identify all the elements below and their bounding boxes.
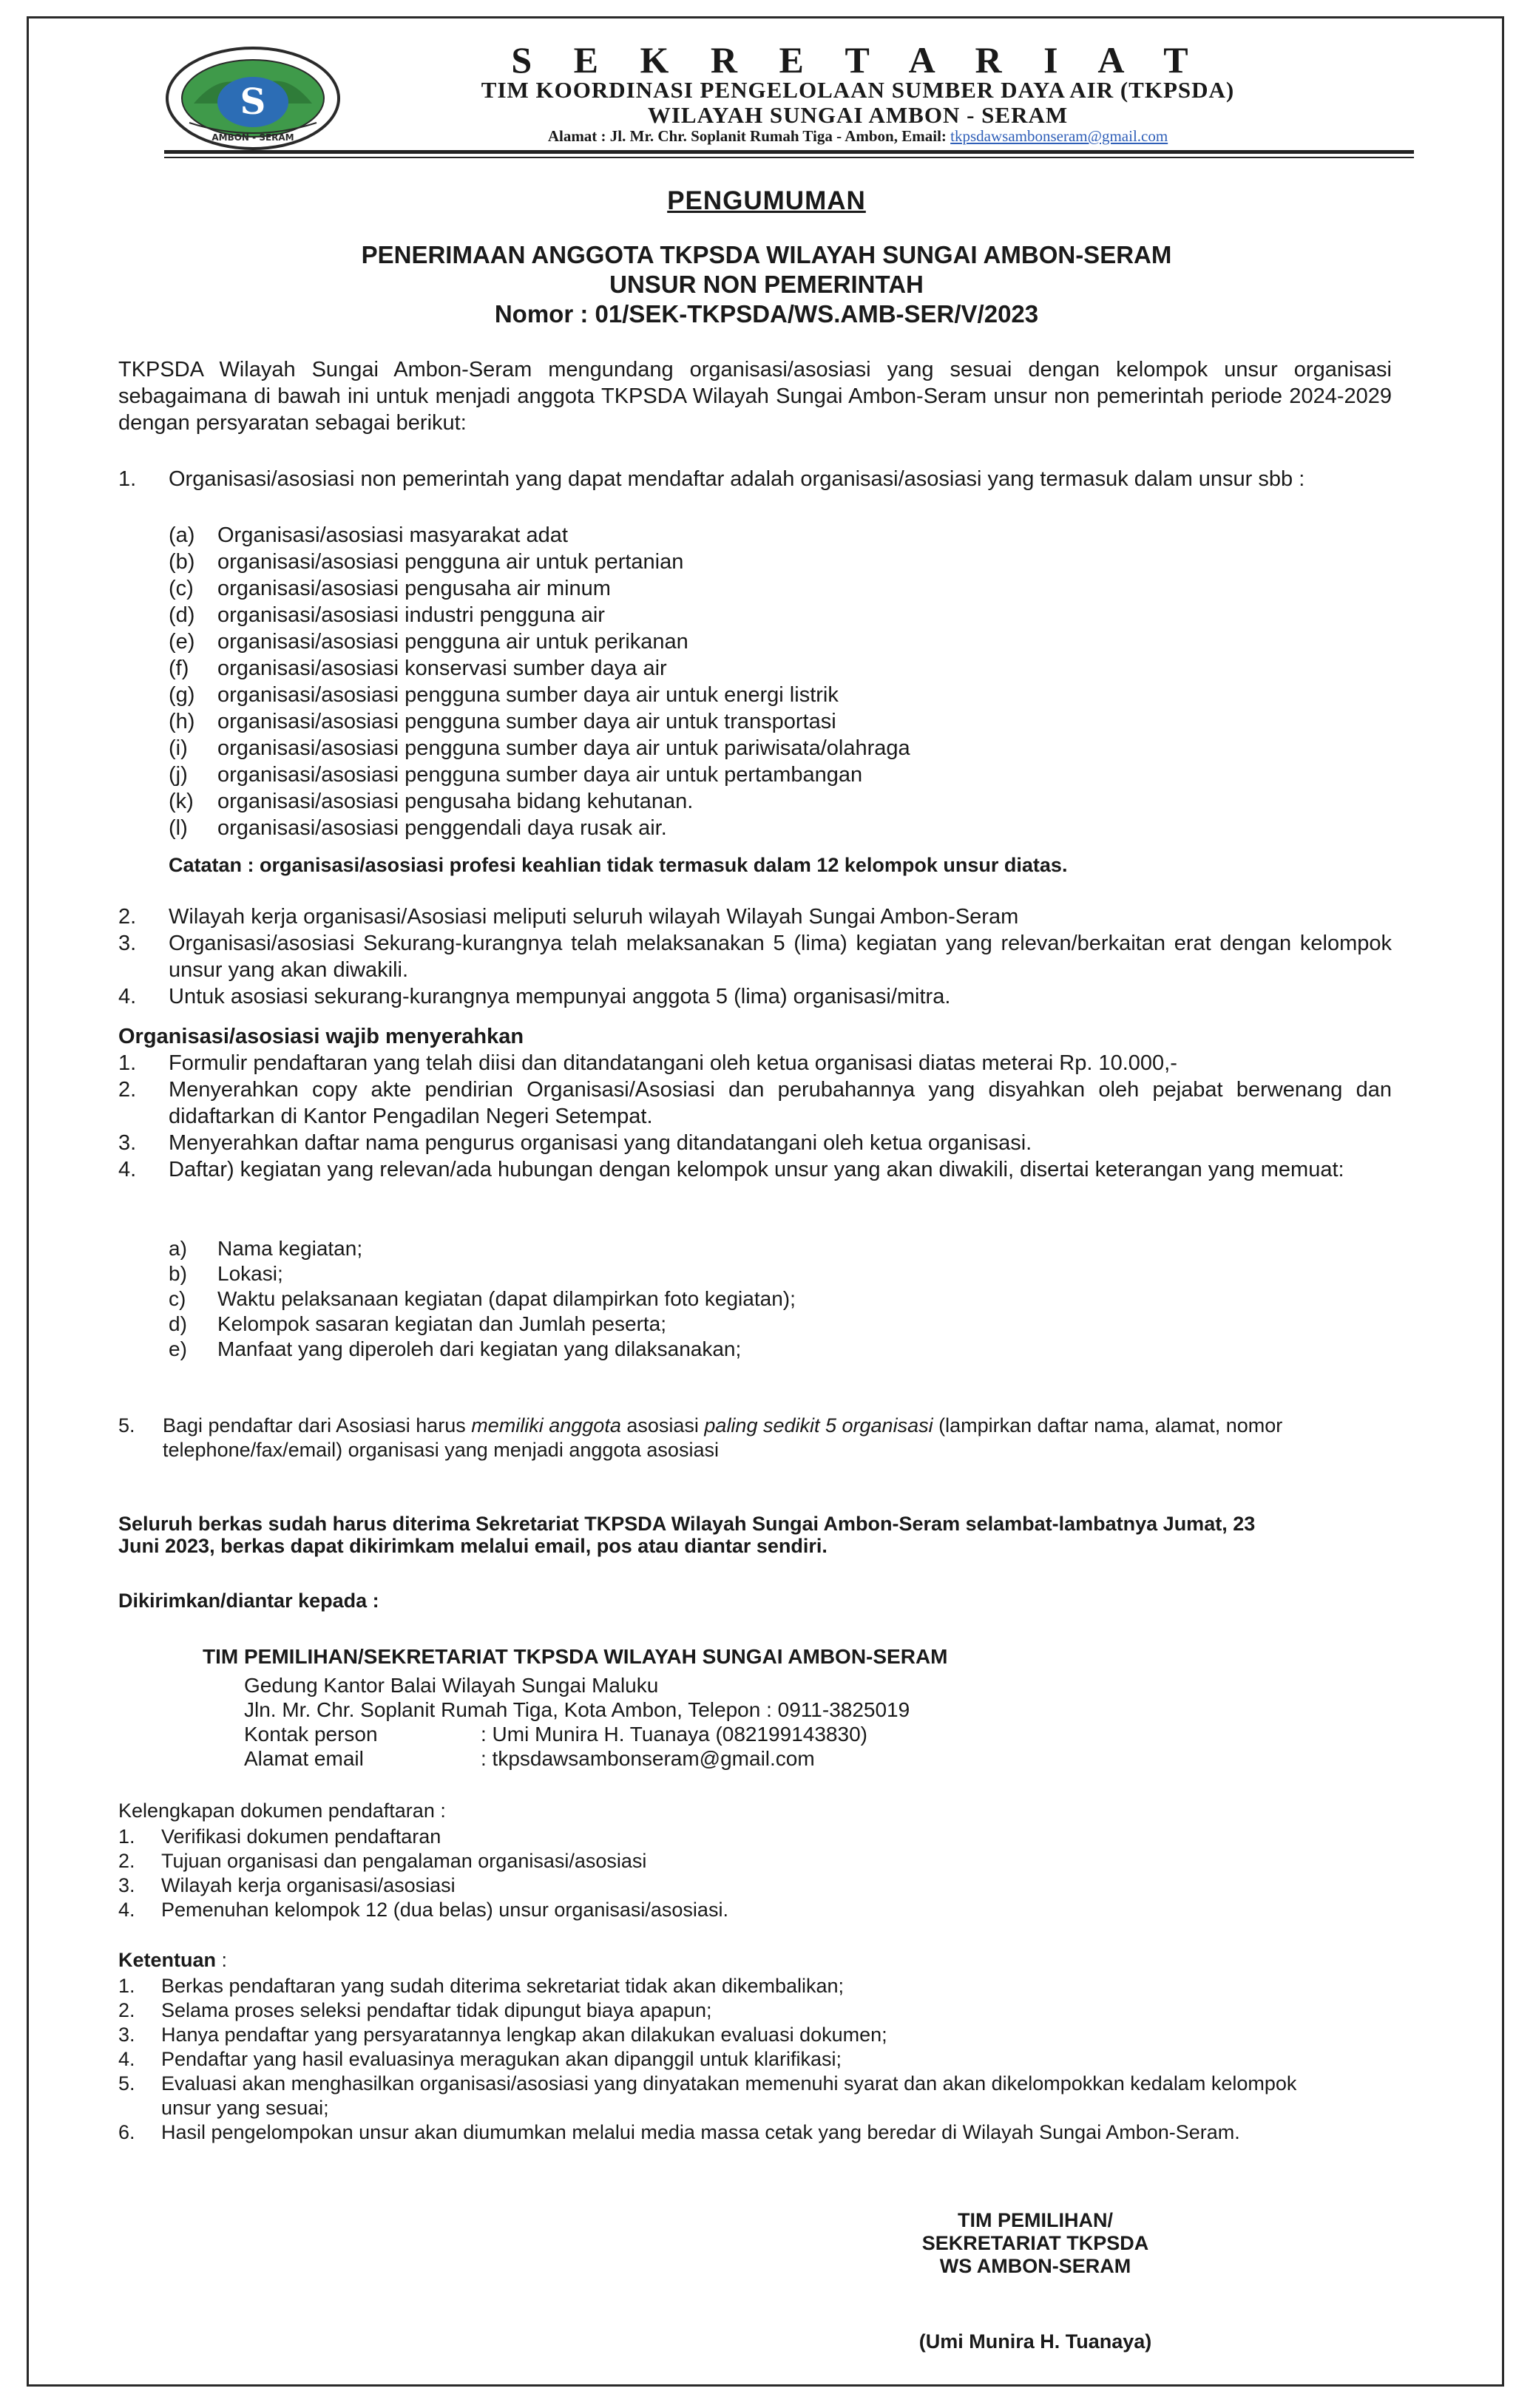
- list-letter: (b): [169, 550, 195, 574]
- list-letter: (c): [169, 577, 194, 600]
- list-text: Wilayah kerja organisasi/asosiasi: [161, 1874, 456, 1896]
- list-text: organisasi/asosiasi pengguna sumber daya air untuk transportasi: [217, 710, 836, 733]
- submission-heading: Organisasi/asosiasi wajib menyerahkan: [118, 1025, 524, 1048]
- announcement-title: PENGUMUMAN: [667, 186, 866, 215]
- letterhead-address-text: Alamat : Jl. Mr. Chr. Soplanit Rumah Tiga - Ambon, Email:: [547, 127, 947, 145]
- deadline-notice: Seluruh berkas sudah harus diterima Sekretariat TKPSDA Wilayah Sungai Ambon-Seram selambat-lambatnya Jumat, 23 Juni 2023, berkas dapat dikirimkam melalui email, pos atau diantar sendiri.: [118, 1513, 1256, 1557]
- list-text: Untuk asosiasi sekurang-kurangnya mempunyai anggota 5 (lima) organisasi/mitra.: [169, 985, 951, 1008]
- list-number: 1.: [118, 1825, 135, 1848]
- list-number: 4.: [118, 1899, 135, 1921]
- list-text: Manfaat yang diperoleh dari kegiatan yang dilaksanakan;: [217, 1337, 742, 1360]
- text-run-italic: paling sedikit 5 organisasi: [704, 1414, 933, 1437]
- list-item: [118, 903, 1392, 930]
- completeness-list: [118, 1825, 1375, 1922]
- terms-list: [118, 1974, 1331, 2145]
- list-letter: (g): [169, 683, 195, 707]
- list-text: Tujuan organisasi dan pengalaman organisasi/asosiasi: [161, 1850, 647, 1872]
- list-text: organisasi/asosiasi industri pengguna air: [217, 603, 605, 627]
- list-item: [118, 1076, 1392, 1130]
- list-item: [169, 1236, 796, 1261]
- list-item: [118, 1414, 1392, 1462]
- list-item: [169, 655, 1381, 682]
- completeness-title: Kelengkapan dokumen pendaftaran :: [118, 1800, 446, 1822]
- list-letter: a): [169, 1237, 187, 1260]
- list-text: Hanya pendaftar yang persyaratannya lengkap akan dilakukan evaluasi dokumen;: [161, 2024, 887, 2046]
- text-run: (lampirkan daftar nama, alamat, nomor telephone/fax/email) organisasi yang menjadi anggota asosiasi: [163, 1414, 1283, 1461]
- list-text: organisasi/asosiasi pengusaha bidang kehutanan.: [217, 790, 694, 813]
- list-text: Selama proses seleksi pendaftar tidak dipungut biaya apapun;: [161, 1999, 712, 2021]
- list-letter: (d): [169, 603, 195, 627]
- list-item: [118, 1898, 1375, 1922]
- signature-line-3: WS AMBON-SERAM: [939, 2255, 1131, 2277]
- list-text: Organisasi/asosiasi masyarakat adat: [217, 523, 568, 547]
- list-letter: (j): [169, 763, 188, 787]
- text-run: asosiasi: [620, 1414, 705, 1437]
- list-text: Kelompok sasaran kegiatan dan Jumlah peserta;: [217, 1312, 667, 1335]
- list-number: 5.: [118, 2072, 135, 2095]
- list-item: [169, 1337, 796, 1362]
- list-text: organisasi/asosiasi pengguna air untuk perikanan: [217, 630, 688, 654]
- email-value[interactable]: : tkpsdawsambonseram@gmail.com: [481, 1747, 815, 1770]
- announcement-subject: PENERIMAAN ANGGOTA TKPSDA WILAYAH SUNGAI AMBON-SERAM: [361, 241, 1172, 268]
- list-item: [169, 628, 1381, 655]
- list-text: Berkas pendaftaran yang sudah diterima sekretariat tidak akan dikembalikan;: [161, 1975, 845, 1997]
- list-text: Pendaftar yang hasil evaluasinya meragukan akan dipanggil untuk klarifikasi;: [161, 2048, 842, 2070]
- intro-paragraph: TKPSDA Wilayah Sungai Ambon-Seram mengundang organisasi/asosiasi yang sesuai dengan kelompok unsur organisasi sebagaimana di bawah ini untuk menjadi anggota TKPSDA Wilayah Sungai Ambon-Seram unsur non pemerintah periode 2024-2029 dengan persyaratan sebagai berikut:: [118, 358, 1392, 435]
- list-number: 4.: [118, 2048, 135, 2070]
- list-text: Organisasi/asosiasi Sekurang-kurangnya telah melaksanakan 5 (lima) kegiatan yang relevan/berkaitan erat dengan kelompok unsur yang akan diwakili.: [169, 932, 1392, 982]
- list-item: [118, 1873, 1375, 1898]
- list-item: [118, 2120, 1331, 2145]
- list-text: Hasil pengelompokan unsur akan diumumkan melalui media massa cetak yang beredar di Wilayah Sungai Ambon-Seram.: [161, 2121, 1240, 2143]
- list-text: organisasi/asosiasi pengguna sumber daya air untuk energi listrik: [217, 683, 839, 707]
- recipient-email: [244, 1746, 815, 1771]
- list-text: organisasi/asosiasi pengguna sumber daya air untuk pariwisata/olahraga: [217, 736, 910, 760]
- list-item: [118, 2072, 1331, 2120]
- letterhead-organization: TIM KOORDINASI PENGELOLAAN SUMBER DAYA AIR (TKPSDA): [481, 77, 1235, 103]
- list-text: Evaluasi akan menghasilkan organisasi/asosiasi yang dinyatakan memenuhi syarat dan akan dikelompokkan kedalam kelompok unsur yang sesuai;: [161, 2072, 1297, 2119]
- signatory-name: (Umi Munira H. Tuanaya): [918, 2330, 1152, 2353]
- list-number: 3.: [118, 1131, 137, 1155]
- list-letter: d): [169, 1312, 187, 1335]
- list-item: [118, 2047, 1331, 2072]
- signature-line-1: TIM PEMILIHAN/: [958, 2209, 1113, 2231]
- list-letter: e): [169, 1337, 187, 1360]
- list-item: [118, 466, 1392, 492]
- list-letter: (e): [169, 630, 195, 654]
- list-number: 3.: [118, 2024, 135, 2046]
- list-text: Lokasi;: [217, 1262, 283, 1285]
- list-text: Formulir pendaftaran yang telah diisi dan ditandatangani oleh ketua organisasi diatas meterai Rp. 10.000,-: [169, 1051, 1177, 1075]
- recipient-contact: [244, 1722, 867, 1746]
- group-list: [169, 522, 1381, 841]
- list-item: [169, 602, 1381, 628]
- letterhead-address: [348, 127, 1368, 146]
- list-number: 3.: [118, 932, 137, 955]
- activity-details-list: [169, 1236, 796, 1362]
- signature-block: [850, 2209, 1220, 2278]
- list-item: [118, 1130, 1392, 1156]
- letterhead-email-link[interactable]: tkpsdawsambonseram@gmail.com: [950, 127, 1168, 145]
- header-divider: [164, 150, 1414, 154]
- requirements-list: [118, 466, 1392, 492]
- group-note: Catatan : organisasi/asosiasi profesi keahlian tidak termasuk dalam 12 kelompok unsur diatas.: [169, 854, 1068, 876]
- list-text: Nama kegiatan;: [217, 1237, 363, 1260]
- recipient-name: TIM PEMILIHAN/SEKRETARIAT TKPSDA WILAYAH SUNGAI AMBON-SERAM: [203, 1645, 948, 1668]
- list-text: organisasi/asosiasi pengguna air untuk pertanian: [217, 550, 684, 574]
- requirements-list-continued: [118, 903, 1392, 1010]
- list-item: [169, 1261, 796, 1286]
- letterhead-region: WILAYAH SUNGAI AMBON - SERAM: [647, 102, 1069, 128]
- list-text: Menyerahkan daftar nama pengurus organisasi yang ditandatangani oleh ketua organisasi.: [169, 1131, 1032, 1155]
- list-text: organisasi/asosiasi konservasi sumber daya air: [217, 657, 667, 680]
- list-text: organisasi/asosiasi penggendali daya rusak air.: [217, 816, 667, 840]
- announcement-number: Nomor : 01/SEK-TKPSDA/WS.AMB-SER/V/2023: [494, 300, 1039, 328]
- list-number: 1.: [118, 1051, 137, 1075]
- list-item: [118, 1849, 1375, 1873]
- list-number: 2.: [118, 1999, 135, 2021]
- list-item: [118, 983, 1392, 1010]
- list-number: 1.: [118, 1975, 135, 1997]
- list-text: Verifikasi dokumen pendaftaran: [161, 1825, 441, 1848]
- text-run: Bagi pendaftar dari Asosiasi harus: [163, 1414, 472, 1437]
- list-item: [118, 1050, 1392, 1076]
- signature-line-2: SEKRETARIAT TKPSDA: [921, 2232, 1149, 2254]
- list-letter: (l): [169, 816, 188, 840]
- list-letter: b): [169, 1262, 187, 1285]
- list-item: [169, 762, 1381, 788]
- list-number: 2.: [118, 905, 137, 929]
- list-number: 2.: [118, 1850, 135, 1872]
- send-to-label: Dikirimkan/diantar kepada :: [118, 1590, 379, 1612]
- list-item: [169, 549, 1381, 575]
- list-number: 4.: [118, 1158, 137, 1181]
- list-text: Menyerahkan copy akte pendirian Organisasi/Asosiasi dan perubahannya yang disyahkan oleh pejabat berwenang dan didaftarkan di Kantor Pengadilan Negeri Setempat.: [169, 1078, 1392, 1128]
- list-item: [169, 1312, 796, 1337]
- list-number: 1.: [118, 467, 137, 491]
- terms-title-suffix: :: [216, 1949, 228, 1971]
- list-number: 2.: [118, 1078, 137, 1102]
- list-text: Daftar) kegiatan yang relevan/ada hubungan dengan kelompok unsur yang akan diwakili, disertai keterangan yang memuat:: [169, 1158, 1344, 1181]
- header-divider-thin: [164, 157, 1414, 158]
- list-number: 6.: [118, 2121, 135, 2143]
- recipient-address: Jln. Mr. Chr. Soplanit Rumah Tiga, Kota Ambon, Telepon : 0911-3825019: [244, 1698, 910, 1721]
- list-text: Organisasi/asosiasi non pemerintah yang dapat mendaftar adalah organisasi/asosiasi yang termasuk dalam unsur sbb :: [169, 467, 1305, 491]
- list-item: [118, 1998, 1331, 2023]
- list-item: [118, 1974, 1331, 1998]
- list-item: [169, 682, 1381, 708]
- email-label: Alamat email: [244, 1747, 364, 1770]
- announcement-subject-2: UNSUR NON PEMERINTAH: [609, 271, 924, 298]
- svg-text:S: S: [240, 81, 266, 123]
- contact-label: Kontak person: [244, 1723, 378, 1746]
- list-letter: (a): [169, 523, 195, 547]
- list-item: [169, 575, 1381, 602]
- list-text: Wilayah kerja organisasi/Asosiasi meliputi seluruh wilayah Wilayah Sungai Ambon-Seram: [169, 905, 1019, 929]
- list-letter: c): [169, 1287, 186, 1310]
- list-number: 5.: [118, 1414, 135, 1437]
- association-requirement: [118, 1414, 1392, 1462]
- list-item: [169, 522, 1381, 549]
- list-item: [169, 788, 1381, 815]
- list-number: 4.: [118, 985, 137, 1008]
- list-number: 3.: [118, 1874, 135, 1896]
- list-text: organisasi/asosiasi pengusaha air minum: [217, 577, 611, 600]
- list-letter: (k): [169, 790, 194, 813]
- list-item: [169, 1286, 796, 1312]
- list-item: [169, 735, 1381, 762]
- list-item: [169, 815, 1381, 841]
- list-text: organisasi/asosiasi pengguna sumber daya air untuk pertambangan: [217, 763, 863, 787]
- list-text: [163, 1414, 1392, 1462]
- list-item: [118, 2023, 1331, 2047]
- list-item: [118, 930, 1392, 983]
- list-letter: (i): [169, 736, 188, 760]
- documents-list: [118, 1050, 1392, 1183]
- list-item: [118, 1156, 1392, 1183]
- recipient-building: Gedung Kantor Balai Wilayah Sungai Maluku: [244, 1674, 659, 1697]
- list-item: [118, 1825, 1375, 1849]
- terms-title-text: Ketentuan: [118, 1949, 217, 1971]
- text-run-italic: memiliki anggota: [471, 1414, 621, 1437]
- list-letter: (f): [169, 657, 189, 680]
- contact-value: : Umi Munira H. Tuanaya (082199143830): [481, 1723, 867, 1746]
- terms-title: [118, 1949, 227, 1972]
- svg-text:AMBON - SERAM: AMBON - SERAM: [211, 132, 294, 143]
- list-text: Pemenuhan kelompok 12 (dua belas) unsur organisasi/asosiasi.: [161, 1899, 728, 1921]
- letterhead-title: S E K R E T A R I A T: [511, 39, 1205, 81]
- list-text: Waktu pelaksanaan kegiatan (dapat dilampirkan foto kegiatan);: [217, 1287, 796, 1310]
- tkpsda-logo: [164, 46, 342, 151]
- list-item: [169, 708, 1381, 735]
- list-letter: (h): [169, 710, 195, 733]
